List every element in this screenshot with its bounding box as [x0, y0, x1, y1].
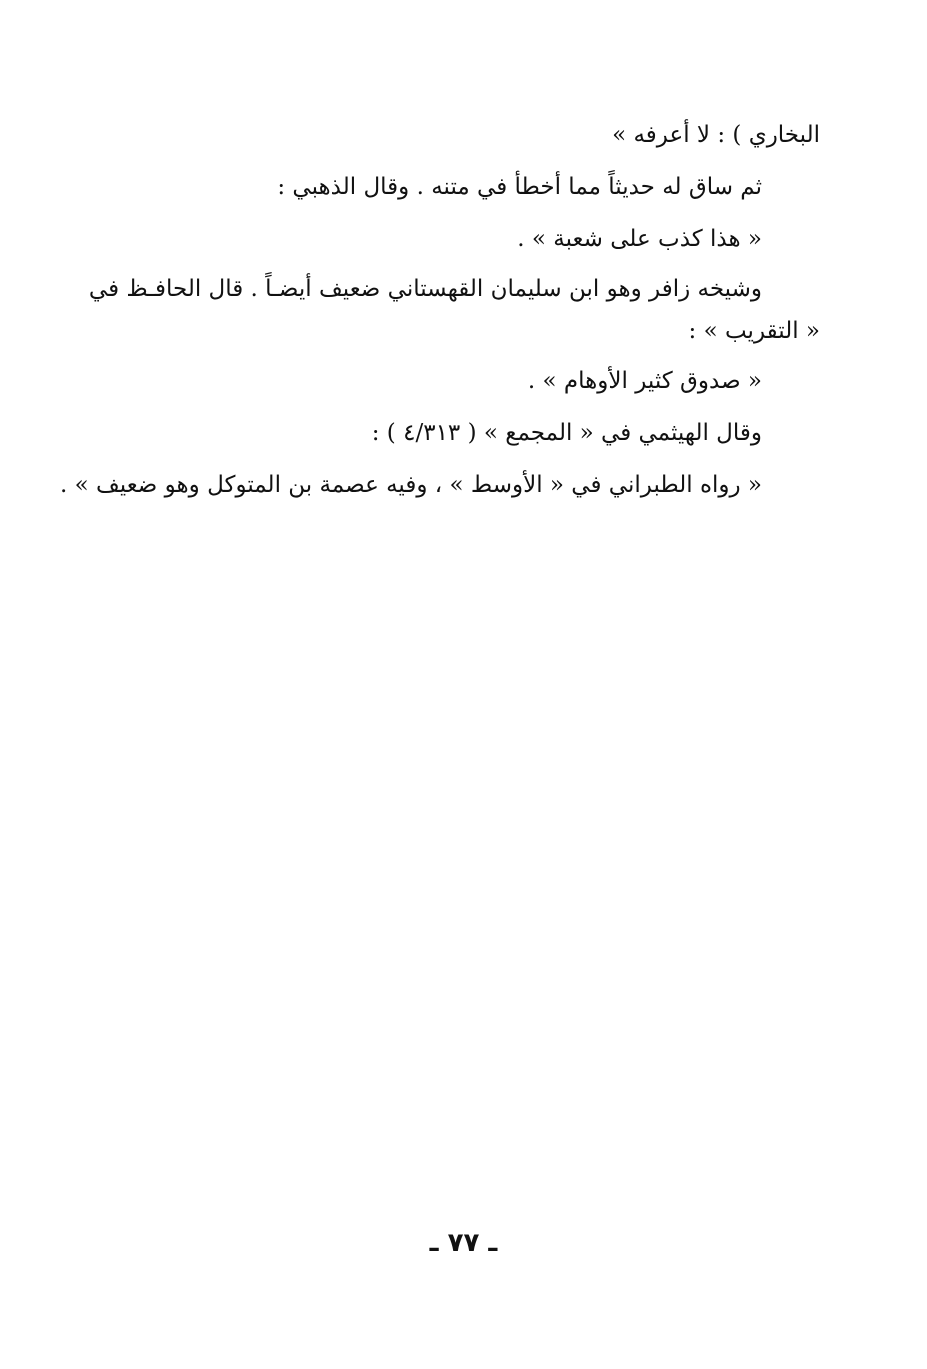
- text-line-4: وشيخه زافر وهو ابن سليمان القهستاني ضعيف أيضـاً . قال الحافـظ في: [88, 276, 762, 302]
- quote-line-2: « صدوق كثير الأوهام » .: [527, 368, 762, 394]
- quote-line-3: « رواه الطبراني في « الأوسط » ، وفيه عصمة بن المتوكل وهو ضعيف » .: [59, 472, 762, 498]
- text-line-7: وقال الهيثمي في « المجمع » ( ٤/٣١٣ ) :: [371, 420, 762, 446]
- text-line-1: البخاري ) : لا أعرفه »: [612, 122, 820, 148]
- quote-line-1: « هذا كذب على شعبة » .: [517, 226, 762, 252]
- body-text: [59, 112, 820, 508]
- page-number: ـ ٧٧ ـ: [429, 1228, 498, 1258]
- paragraph-zafir: [88, 268, 820, 352]
- text-line-5: « التقريب » :: [688, 318, 820, 344]
- text-line-2: ثم ساق له حديثاً مما أخطأ في متنه . وقال الذهبي :: [277, 174, 762, 200]
